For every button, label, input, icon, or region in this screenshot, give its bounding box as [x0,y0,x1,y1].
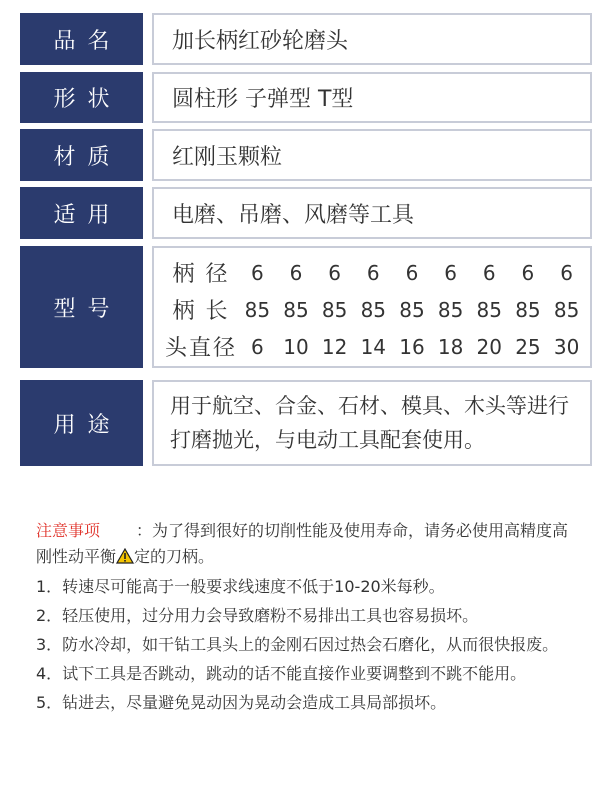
usage-text [152,380,592,466]
spec-cell: 6 [366,260,380,285]
spec-cell: 6 [405,260,419,285]
spec-cell: 25 [515,334,541,359]
spec-cell: 85 [476,297,502,322]
spec-row-shape [20,72,592,123]
spec-row-model [20,246,592,368]
note-item: 2．轻压使用，过分用力会导致磨粉不易排出工具也容易损坏。 [36,606,479,625]
spec-cell: 6 [328,260,341,285]
note-item: 4．试下工具是否跳动，跳动的话不能直接作业要调整到不跳不能用。 [36,664,527,683]
spec-key: 柄 长 [172,299,230,324]
note-item: 5．钻进去，尽量避免晃动因为晃动会造成工具局部损坏。 [36,693,447,712]
spec-cell: 6 [444,260,457,285]
row-label: 材质 [20,129,143,181]
usage-line: 打磨抛光，与电动工具配套使用。 [170,428,485,452]
usage-notes [36,518,596,715]
notes-intro [36,518,596,570]
note-item: 1．转速尽可能高于一般要求线速度不低于10-20米每秒。 [36,577,445,596]
row-label: 适用 [20,187,143,239]
spec-cell: 85 [399,297,425,322]
spec-table-row [154,291,590,328]
usage-line: 用于航空、合金、石材、模具、木头等进行 [170,394,569,418]
notes-intro-text: 定的刀柄。 [134,547,215,566]
row-label: 型号 [20,246,143,368]
spec-cell: 6 [250,334,264,359]
spec-cell: 30 [553,334,580,359]
spec-row-material [20,129,592,181]
notes-header: 注意事项 [36,521,101,540]
spec-cell: 85 [515,297,541,322]
note-item: 3．防水冷却，如干钻工具头上的金刚石因过热会石磨化，从而很快报废。 [36,635,559,654]
spec-cell: 18 [437,334,464,359]
model-spec-table [152,246,592,368]
spec-cell: 12 [321,334,348,359]
spec-cell: 6 [560,260,573,285]
spec-row-name [20,13,592,65]
spec-cell: 85 [553,297,580,322]
spec-row-use-for [20,187,592,239]
spec-cell: 6 [250,260,264,285]
spec-cell: 85 [244,297,271,322]
row-value: 圆柱形 子弹型 T型 [152,72,592,123]
spec-cell: 6 [289,260,303,285]
spec-cell: 85 [437,297,464,322]
spec-cell: 85 [283,297,309,322]
spec-cell: 6 [482,260,496,285]
notes-intro-text: 刚性动平衡 [36,547,117,566]
row-value: 红刚玉颗粒 [152,129,592,181]
row-value: 加长柄红砂轮磨头 [152,13,592,65]
row-label: 用途 [20,380,143,466]
spec-cell: 85 [321,297,348,322]
spec-key: 头直径 [164,336,237,361]
spec-table-row [154,328,590,365]
warning-triangle-icon [116,548,134,564]
spec-cell: 20 [476,334,502,359]
notes-intro-text: ：为了得到很好的切削性能及使用寿命，请务必使用高精度高 [136,521,569,540]
row-value: 电磨、吊磨、风磨等工具 [152,187,592,239]
spec-key: 柄 径 [172,262,230,287]
spec-cell: 85 [360,297,387,322]
spec-row-usage [20,380,592,466]
spec-cell: 6 [521,260,535,285]
spec-cell: 14 [360,334,387,359]
spec-cell: 10 [283,334,309,359]
row-label: 形状 [20,72,143,123]
spec-cell: 16 [399,334,425,359]
row-label: 品名 [20,13,143,65]
spec-table-row [154,254,590,291]
